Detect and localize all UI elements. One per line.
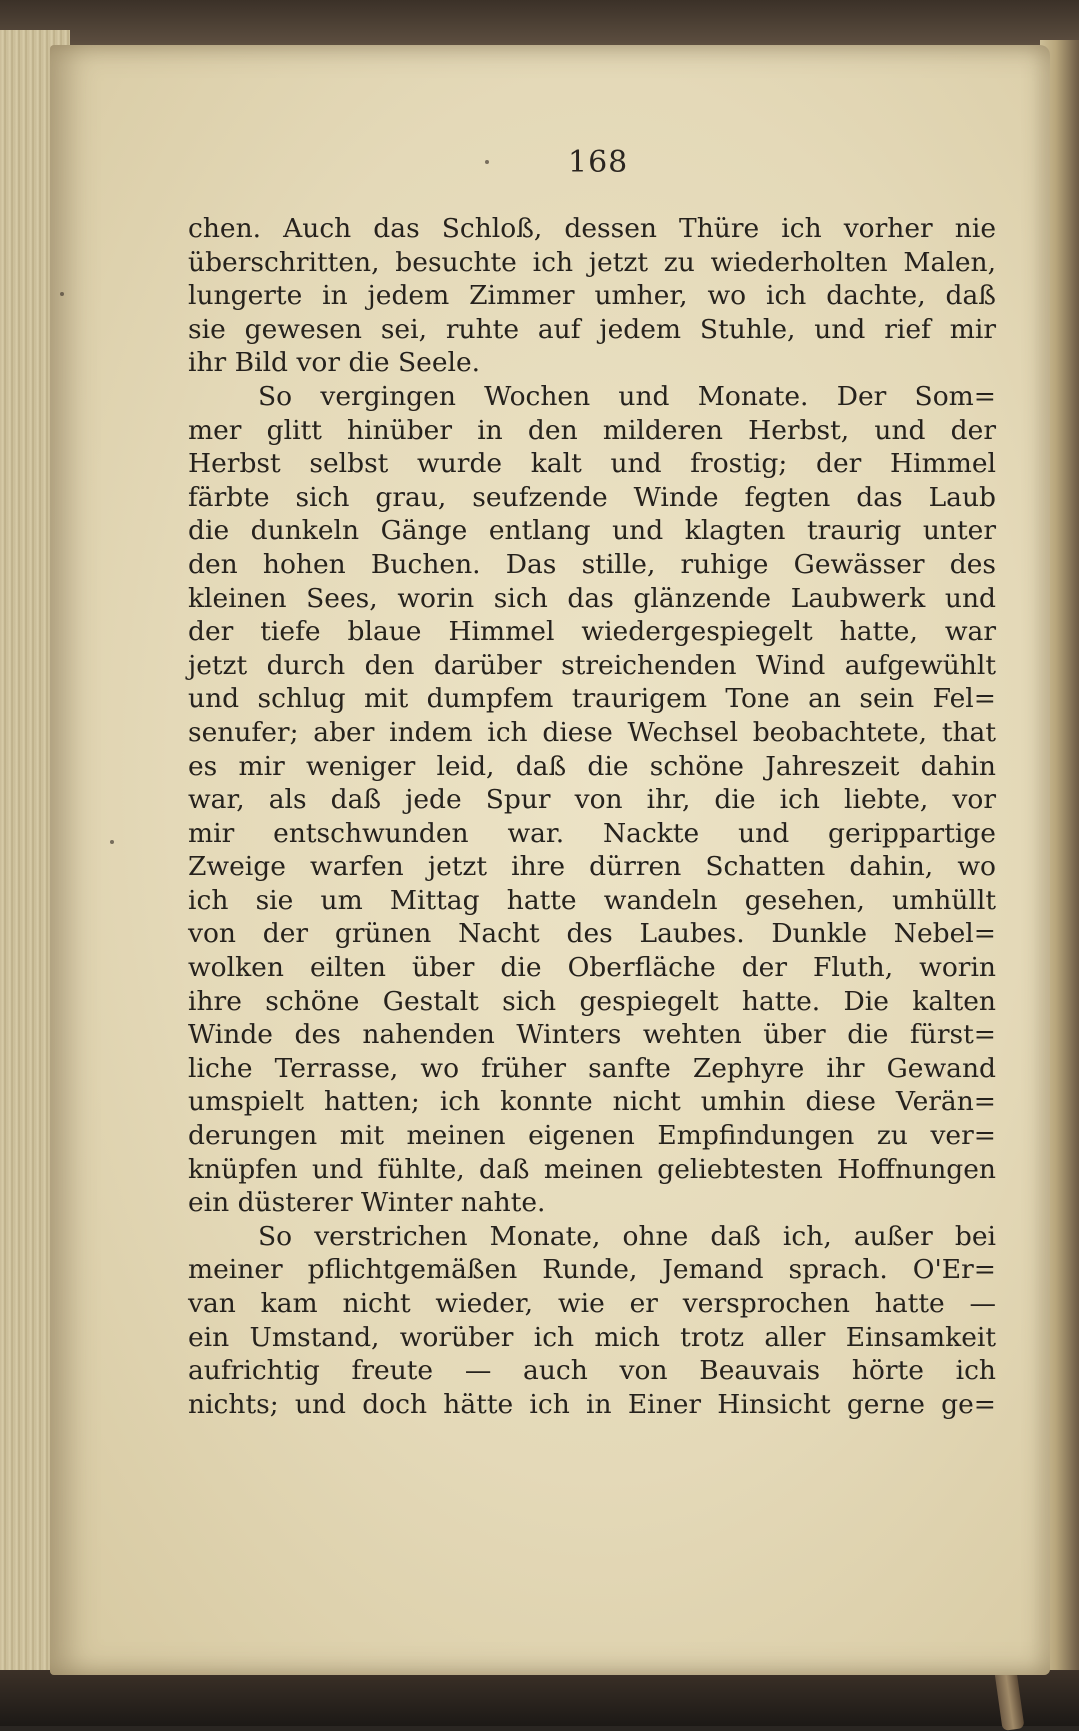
page-number: 168 bbox=[568, 145, 629, 180]
paper-speck bbox=[485, 160, 489, 164]
body-text bbox=[188, 212, 996, 1421]
text-line: lungerte in jedem Zimmer umher, wo ich dachte, daß bbox=[188, 280, 996, 312]
text-line: So vergingen Wochen und Monate. Der Som= bbox=[258, 380, 996, 412]
text-line: aufrichtig freute — auch von Beauvais hörte ich bbox=[188, 1355, 996, 1387]
bottom-shadow bbox=[0, 1670, 1079, 1726]
text-line: meiner pflichtgemäßen Runde, Jemand sprach. O'Er= bbox=[188, 1254, 996, 1286]
text-line: umspielt hatten; ich konnte nicht umhin diese Verän= bbox=[188, 1086, 996, 1118]
text-line: den hohen Buchen. Das stille, ruhige Gewässer des bbox=[188, 548, 996, 580]
text-line: chen. Auch das Schloß, dessen Thüre ich vorher nie bbox=[188, 213, 996, 244]
text-line: mer glitt hinüber in den milderen Herbst, und der bbox=[188, 414, 996, 446]
text-line: derungen mit meinen eigenen Empfindungen zu ver= bbox=[188, 1120, 996, 1152]
text-line: von der grünen Nacht des Laubes. Dunkle Nebel= bbox=[188, 918, 996, 950]
text-line: ich sie um Mittag hatte wandeln gesehen, umhüllt bbox=[188, 884, 996, 916]
text-line: ein Umstand, worüber ich mich trotz aller Einsamkeit bbox=[188, 1321, 996, 1353]
text-line: wolken eilten über die Oberfläche der Fluth, worin bbox=[188, 952, 996, 984]
text-line: färbte sich grau, seufzende Winde fegten das Laub bbox=[188, 481, 996, 513]
text-line: liche Terrasse, wo früher sanfte Zephyre ihr Gewand bbox=[188, 1052, 996, 1084]
text-line: So verstrichen Monate, ohne daß ich, außer bei bbox=[258, 1220, 996, 1252]
text-line: knüpfen und fühlte, daß meinen geliebtesten Hoffnungen bbox=[188, 1153, 996, 1185]
text-line: der tiefe blaue Himmel wiedergespiegelt hatte, war bbox=[188, 616, 996, 648]
text-line: ihre schöne Gestalt sich gespiegelt hatte. Die kalten bbox=[188, 985, 996, 1017]
text-line: mir entschwunden war. Nackte und gerippartige bbox=[188, 817, 996, 849]
text-line: ein düsterer Winter nahte. bbox=[188, 1187, 546, 1219]
text-line: Herbst selbst wurde kalt und frostig; der Himmel bbox=[188, 448, 996, 480]
text-line: Zweige warfen jetzt ihre dürren Schatten dahin, wo bbox=[188, 851, 996, 883]
text-line: van kam nicht wieder, wie er versprochen hatte — bbox=[188, 1288, 996, 1319]
paper-speck bbox=[60, 292, 64, 296]
text-line: Winde des nahenden Winters wehten über die fürst= bbox=[188, 1019, 996, 1051]
paper-speck bbox=[110, 840, 114, 844]
text-line: nichts; und doch hätte ich in Einer Hinsicht gerne ge= bbox=[188, 1388, 996, 1420]
text-line: und schlug mit dumpfem traurigem Tone an sein Fel= bbox=[188, 683, 996, 715]
text-line: senufer; aber indem ich diese Wechsel beobachtete, that bbox=[188, 716, 996, 748]
text-line: war, als daß jede Spur von ihr, die ich liebte, vor bbox=[188, 784, 996, 816]
text-line: überschritten, besuchte ich jetzt zu wiederholten Malen, bbox=[188, 246, 996, 278]
text-line: jetzt durch den darüber streichenden Wind aufgewühlt bbox=[188, 649, 996, 681]
text-line: kleinen Sees, worin sich das glänzende Laubwerk und bbox=[188, 582, 996, 614]
text-line: ihr Bild vor die Seele. bbox=[188, 347, 481, 379]
text-line: sie gewesen sei, ruhte auf jedem Stuhle, und rief mir bbox=[188, 313, 996, 345]
text-line: die dunkeln Gänge entlang und klagten traurig unter bbox=[188, 515, 996, 547]
text-line: es mir weniger leid, daß die schöne Jahreszeit dahin bbox=[188, 750, 996, 782]
